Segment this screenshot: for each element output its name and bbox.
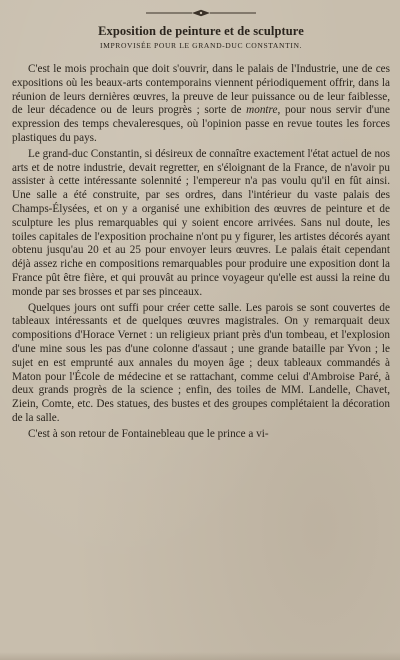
article-paragraph-2: Le grand-duc Constantin, si désireux de connaître exactement l'état actuel de nos arts et de notre industrie, devait regretter, en s'éloignant de la France, de n'avoir pu assister à cette intéressante solennité ; l'empereur n'a pas voulu qu'il en fût ainsi. Une salle a été construite, par ses ordres, dans l'intérieur du vaste palais des Champs-Élysées, et on y a organisé une exhibition des œuvres de peinture et de sculpture les plus remarquables qui y soient encore arrivées. Sans nul doute, les toiles capitales de l'exposition prochaine n'ont pu y figurer, les artistes décorés ayant obtenu jusqu'au 20 et au 25 pour envoyer leurs œuvres. Le palais était cependant déjà assez riche en compositions remarquables pour produire une exposition dont la France pût être fière, et qui prouvât au prince voyageur qu'elle est aussi la reine du monde par ses brosses et par ses pinceaux. [12,147,390,298]
header-ornament [12,8,390,18]
paragraph-1-text-before: C'est le mois prochain que doit s'ouvrir, dans le palais de l'Industrie, une de ces expositions où les beaux-arts contemporains viennent périodiquement offrir, dans la réunion de leurs dernières œuvres, la preuve de leur puissance ou de leur faiblesse, de leur décadence ou de leurs progrès ; sorte de [12,63,390,117]
article-subtitle: IMPROVISÉE POUR LE GRAND-DUC CONSTANTIN. [99,41,303,50]
page-bottom-shadow [0,652,400,660]
ornament-rule-icon [146,9,256,17]
article-title: Exposition de peinture et de sculpture [98,24,304,38]
article-paragraph-4: C'est à son retour de Fontainebleau que le prince a vi- [28,427,269,440]
article-paragraph-1 [12,63,390,146]
paragraph-1-text-after: , pour nous servir d'une expression des temps chevaleresques, où l'opinion passe en revue toutes les forces plastiques du pays. [12,104,390,144]
article-paragraph-3: Quelques jours ont suffi pour créer cette salle. Les parois se sont couvertes de tableaux intéressants et de quelques œuvres magistrales. On y remarquait deux compositions d'Horace Vernet : un religieux priant près d'un tombeau, et l'explosion d'une mine sous les pas d'une colonne d'assaut ; une grande bataille par Yvon ; le sujet en est emprunté aux annales du moyen âge ; deux tableaux commandés à Maton pour l'École de médecine et se rattachant, comme celui d'Ambroise Paré, à deux grands progrès de la science ; enfin, des toiles de MM. Landelle, Chavet, Ziein, Comte, etc. Des statues, des bustes et des groupes complétaient la décoration de la salle. [12,301,390,424]
paragraph-1-italic-word: montre [246,104,278,117]
